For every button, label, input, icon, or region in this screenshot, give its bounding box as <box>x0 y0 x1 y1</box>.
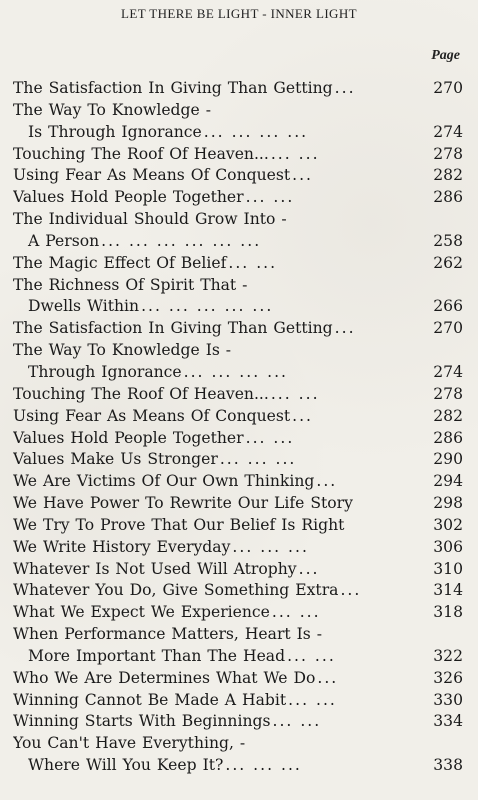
toc-entry-title: Touching The Roof Of Heaven... <box>13 144 269 163</box>
toc-entry-page-number: 278 <box>433 384 463 403</box>
toc-entry <box>13 624 463 646</box>
toc-entry-title: The Way To Knowledge Is - <box>13 341 232 360</box>
toc-entry-page-number: 274 <box>433 362 463 381</box>
toc-entry-title: We Have Power To Rewrite Our Life Story <box>13 494 353 513</box>
toc-entry-leader: ... <box>292 406 314 425</box>
toc-entry <box>13 711 463 733</box>
toc-entry <box>13 515 463 537</box>
toc-entry-title: Winning Starts With Beginnings <box>13 712 271 731</box>
toc-entry-title: Values Make Us Stronger <box>13 450 218 469</box>
toc-entry-title: Winning Cannot Be Made A Habit <box>13 690 287 709</box>
toc-entry-title: The Way To Knowledge - <box>13 100 211 119</box>
toc-entry <box>13 318 463 340</box>
toc-entry-page-number: 294 <box>433 472 463 491</box>
toc-entry-page-number: 286 <box>433 428 463 447</box>
toc-entry-leader: ... ... ... <box>219 450 297 469</box>
toc-entry-leader: ... ... <box>271 603 321 622</box>
toc-entry-page-number: 286 <box>433 188 463 207</box>
toc-entry-leader: ... ... <box>270 384 320 403</box>
toc-entry-title: Using Fear As Means Of Conquest <box>13 166 291 185</box>
toc-entry-page-number: 290 <box>433 450 463 469</box>
toc-entry <box>13 646 463 668</box>
toc-entry-leader: ... <box>340 581 362 600</box>
toc-entry-page-number: 338 <box>433 756 463 775</box>
toc-entry-title: A Person <box>28 231 100 250</box>
toc-entry <box>13 187 463 209</box>
toc-entry-leader: ... <box>298 559 320 578</box>
toc-entry-page-number: 322 <box>433 646 463 665</box>
toc-entry-leader: ... ... ... ... <box>203 122 309 141</box>
toc-entry-page-number: 270 <box>433 319 463 338</box>
toc-entry <box>13 78 463 100</box>
page-column-label: Page <box>431 48 460 63</box>
toc-entry <box>13 559 463 581</box>
toc-entry-page-number: 298 <box>433 494 463 513</box>
toc-entry-title: We Are Victims Of Our Own Thinking <box>13 472 315 491</box>
toc-entry <box>13 755 463 777</box>
toc-entry-leader: ... ... <box>245 188 295 207</box>
toc-entry-page-number: 318 <box>433 603 463 622</box>
toc-entry <box>13 144 463 166</box>
toc-entry <box>13 471 463 493</box>
toc-entry-title: Values Hold People Together <box>13 188 244 207</box>
toc-entry-leader: ... <box>317 668 339 687</box>
toc-entry-page-number: 258 <box>433 231 463 250</box>
toc-entry-title: We Try To Prove That Our Belief Is Right <box>13 515 345 534</box>
toc-entry <box>13 668 463 690</box>
toc-entry-leader: ... ... ... ... <box>183 362 288 381</box>
toc-entry <box>13 275 463 297</box>
toc-entry-page-number: 326 <box>433 668 463 687</box>
toc-entry-page-number: 274 <box>433 122 463 141</box>
toc-entry <box>13 493 463 515</box>
toc-entry-page-number: 266 <box>433 297 463 316</box>
toc-entry-leader: ... ... <box>272 712 322 731</box>
toc-entry-leader: ... ... ... <box>232 537 309 556</box>
toc-entry <box>13 449 463 471</box>
toc-entry-leader: ... ... ... <box>225 756 302 775</box>
toc-entry-title: Using Fear As Means Of Conquest <box>13 406 291 425</box>
toc-entry-title: Who We Are Determines What We Do <box>13 668 316 687</box>
toc-entry-page-number: 262 <box>433 253 463 272</box>
table-of-contents <box>13 78 463 777</box>
toc-entry-title: Is Through Ignorance <box>28 122 202 141</box>
toc-entry-title: Dwells Within <box>28 297 140 316</box>
toc-entry-page-number: 314 <box>433 581 463 600</box>
toc-entry <box>13 384 463 406</box>
toc-entry-leader: ... ... ... ... ... <box>141 297 274 316</box>
toc-entry-page-number: 302 <box>433 515 463 534</box>
toc-entry <box>13 602 463 624</box>
toc-entry <box>13 122 463 144</box>
toc-entry-leader: ... ... <box>288 690 337 709</box>
toc-entry <box>13 296 463 318</box>
toc-entry-leader: ... <box>334 319 356 338</box>
toc-entry <box>13 340 463 362</box>
toc-entry-title: What We Expect We Experience <box>13 603 270 622</box>
toc-entry <box>13 362 463 384</box>
toc-entry-page-number: 330 <box>433 690 463 709</box>
toc-entry <box>13 253 463 275</box>
toc-entry-title: Whatever Is Not Used Will Atrophy <box>13 559 297 578</box>
toc-entry-title: The Individual Should Grow Into - <box>13 210 287 229</box>
toc-entry-title: The Satisfaction In Giving Than Getting <box>13 319 333 338</box>
toc-entry <box>13 580 463 602</box>
toc-entry <box>13 165 463 187</box>
toc-entry-title: Touching The Roof Of Heaven... <box>13 384 269 403</box>
toc-entry-title: Values Hold People Together <box>13 428 244 447</box>
toc-entry-page-number: 270 <box>433 79 463 97</box>
toc-entry-leader: ... ... <box>228 253 278 272</box>
toc-entry-leader: ... ... ... ... ... ... <box>101 231 262 250</box>
toc-entry-page-number: 334 <box>433 712 463 731</box>
toc-entry-title: Whatever You Do, Give Something Extra <box>13 581 339 600</box>
toc-entry <box>13 406 463 428</box>
toc-entry-title: The Richness Of Spirit That - <box>13 275 248 294</box>
toc-entry-title: Where Will You Keep It? <box>28 756 224 775</box>
toc-entry-page-number: 306 <box>433 537 463 556</box>
toc-entry-leader: ... ... <box>287 646 336 665</box>
toc-entry-title: The Magic Effect Of Belief <box>13 253 227 272</box>
toc-entry <box>13 231 463 253</box>
toc-entry-title: We Write History Everyday <box>13 537 231 556</box>
toc-entry-title: The Satisfaction In Giving Than Getting <box>13 79 333 97</box>
toc-entry <box>13 209 463 231</box>
toc-entry-page-number: 278 <box>433 144 463 163</box>
toc-entry-leader: ... <box>292 166 314 185</box>
toc-entry-leader: ... ... <box>245 428 295 447</box>
toc-entry-page-number: 282 <box>433 166 463 185</box>
toc-entry-page-number: 282 <box>433 406 463 425</box>
toc-entry-title: More Important Than The Head <box>28 646 286 665</box>
toc-entry-title: Through Ignorance <box>28 362 182 381</box>
toc-entry <box>13 537 463 559</box>
toc-entry-leader: ... <box>316 472 338 491</box>
toc-entry <box>13 428 463 450</box>
toc-entry-title: When Performance Matters, Heart Is - <box>13 625 323 644</box>
toc-entry <box>13 100 463 122</box>
toc-entry-leader: ... <box>334 79 356 97</box>
toc-entry-leader: ... ... <box>270 144 320 163</box>
running-head: LET THERE BE LIGHT - INNER LIGHT <box>121 6 357 21</box>
toc-entry-title: You Can't Have Everything, - <box>13 734 246 753</box>
toc-entry-page-number: 310 <box>433 559 463 578</box>
toc-entry <box>13 690 463 712</box>
toc-entry <box>13 733 463 755</box>
